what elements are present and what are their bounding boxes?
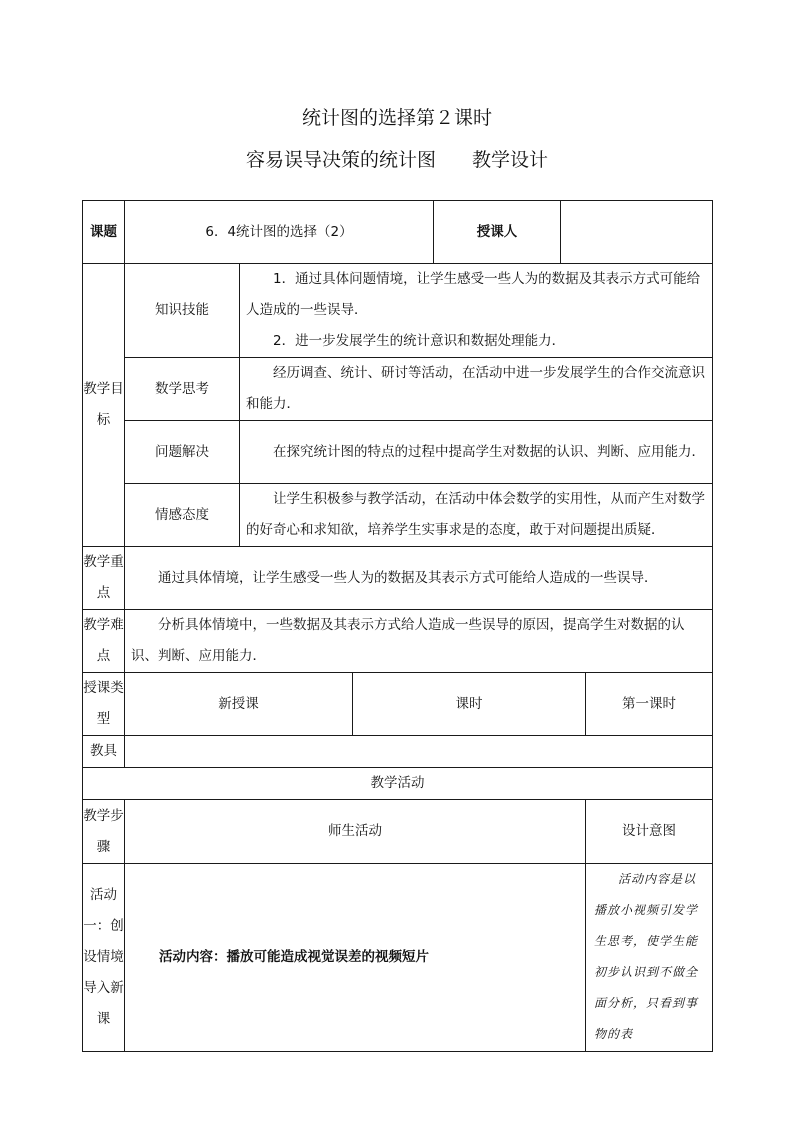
design-intent-label: 设计意图 — [586, 800, 713, 864]
teacher-value — [561, 201, 713, 264]
key-point-value: 通过具体情境，让学生感受一些人为的数据及其表示方式可能给人造成的一些误导． — [125, 547, 713, 610]
goal-description: 在探究统计图的特点的过程中提高学生对数据的认识、判断、应用能力． — [240, 421, 713, 484]
subtitle-topic: 容易误导决策的统计图 — [245, 149, 436, 171]
goal-description: 让学生积极参与教学活动，在活动中体会数学的实用性，从而产生对数学的好奇心和求知欲，培养学生实事求是的态度，敢于对问题提出质疑． — [240, 484, 713, 547]
activity1-content: 活动内容：播放可能造成视觉误差的视频短片 — [125, 864, 586, 1052]
lesson-type-value: 新授课 — [125, 673, 353, 736]
key-point-label: 教学重点 — [83, 547, 125, 610]
teacher-label: 授课人 — [434, 201, 561, 264]
goal-category: 数学思考 — [125, 358, 240, 421]
lesson-plan-table — [82, 200, 713, 1052]
teacher-student-label: 师生活动 — [125, 800, 586, 864]
document-subtitle — [0, 148, 794, 172]
activity1-intent: 活动内容是以播放小视频引发学生思考，使学生能初步认识到不做全面分析，只看到事物的表 — [586, 864, 713, 1052]
goal-category: 知识技能 — [125, 264, 240, 358]
goal-description: 经历调查、统计、研讨等活动，在活动中进一步发展学生的合作交流意识和能力． — [240, 358, 713, 421]
goal-category: 情感态度 — [125, 484, 240, 547]
difficulty-label: 教学难点 — [83, 610, 125, 673]
goal-category: 问题解决 — [125, 421, 240, 484]
goal-description — [240, 264, 713, 358]
activities-header: 教学活动 — [83, 768, 713, 800]
goals-label: 教学目标 — [83, 264, 125, 547]
period-label: 课时 — [353, 673, 586, 736]
topic-value: 6．4统计图的选择（2） — [125, 201, 434, 264]
document-title: 统计图的选择第２课时 — [301, 107, 492, 129]
activity1-label: 活动一：创设情境导入新课 — [83, 864, 125, 1052]
period-value: 第一课时 — [586, 673, 713, 736]
goal-line: 2．进一步发展学生的统计意识和数据处理能力． — [273, 333, 566, 349]
steps-label: 教学步骤 — [83, 800, 125, 864]
topic-label: 课题 — [83, 201, 125, 264]
difficulty-value: 分析具体情境中，一些数据及其表示方式给人造成一些误导的原因，提高学生对数据的认识、判断、应用能力． — [125, 610, 713, 673]
goal-line: 1．通过具体问题情境，让学生感受一些人为的数据及其表示方式可能给人造成的一些误导． — [246, 271, 701, 318]
tools-label: 教具 — [83, 736, 125, 768]
lesson-type-label: 授课类型 — [83, 673, 125, 736]
tools-value — [125, 736, 713, 768]
subtitle-design: 教学设计 — [472, 149, 549, 171]
